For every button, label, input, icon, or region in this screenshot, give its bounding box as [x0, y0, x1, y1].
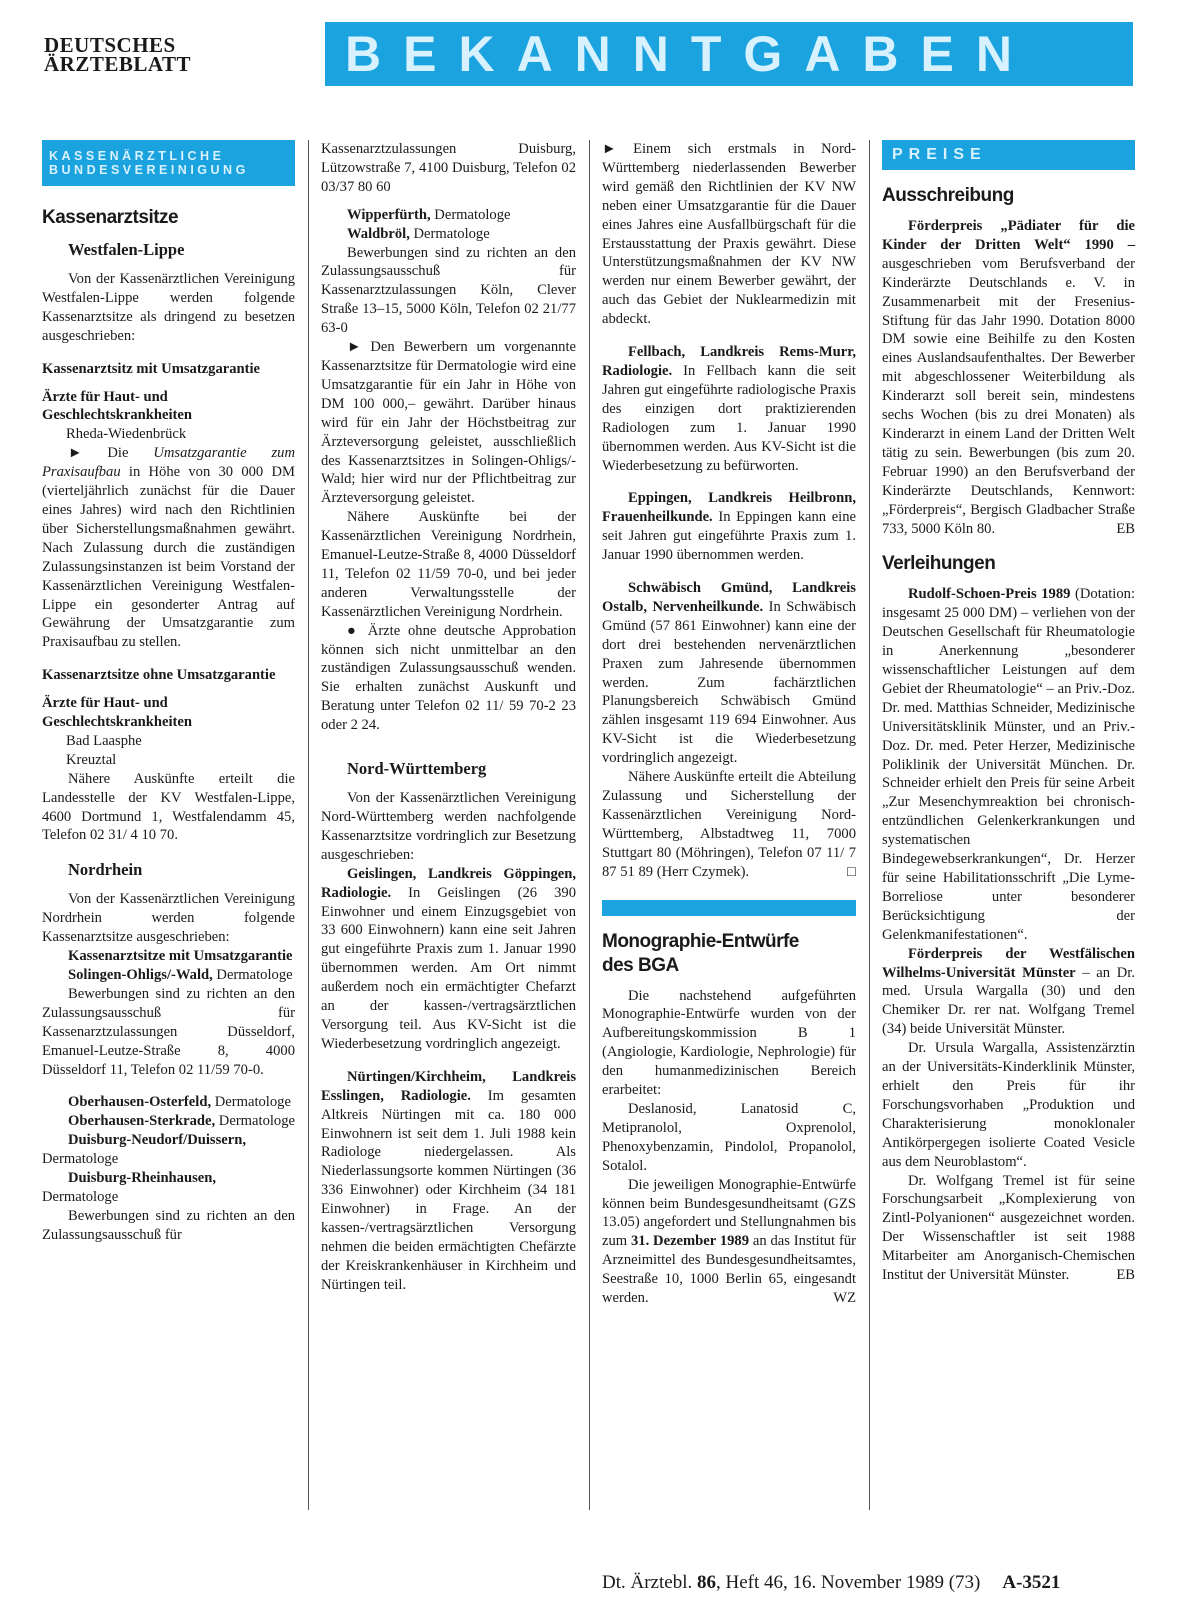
- section-banner: [325, 22, 1133, 86]
- paragraph: Geislingen, Landkreis Göppingen, Radiologie. In Geislingen (26 390 Einwohner und einem Einzugsgebiet von 33 600 Einwohnern) kann eine seit Jahren gut eingeführte Praxis zum 1. Januar 1990 übernommen werden. Am Ort nimmt außerdem noch ein ermächtigter Chefarzt an der kassen-/vertragsärztlichen Versorgung teil. Aus KV-Sicht ist die Wiederbesetzung vordringlich angezeigt.: [321, 865, 576, 1052]
- paragraph: Bewerbungen sind zu richten an den Zulassungsausschuß für Kassenarztzulassungen Köln, Clever Straße 13–15, 5000 Köln, Telefon 02 21/77 63-0: [321, 244, 576, 337]
- paragraph: Nähere Auskünfte erteilt die Landesstelle der KV Westfalen-Lippe, 4600 Dortmund 1, Westfalendamm 45, Telefon 02 31/ 4 10 70.: [42, 770, 295, 844]
- paragraph: Von der Kassenärztlichen Vereinigung Westfalen-Lippe werden folgende Kassenarztsitze als dringend zu besetzen ausgeschrieben:: [42, 271, 295, 344]
- signature: EB: [1116, 520, 1135, 537]
- column-3: [602, 140, 856, 1308]
- paragraph: Eppingen, Landkreis Heilbronn, Frauenheilkunde. In Eppingen kann eine seit Jahren gut eingeführte Praxis zum 1. Januar 1990 übernommen werden.: [602, 490, 856, 564]
- page-footer: Dt. Ärztebl. 86, Heft 46, 16. November 1989 (73) A-3521: [602, 1572, 1061, 1593]
- section-heading: Westfalen-Lippe: [68, 240, 185, 259]
- column-4: [882, 140, 1135, 1285]
- entry: Duisburg-Neudorf/Duissern, Dermatologe: [42, 1132, 246, 1168]
- kbv-section-box: KASSENÄRZTLICHE BUNDESVEREINIGUNG: [42, 140, 295, 186]
- article-title: Ausschreibung: [882, 185, 1014, 206]
- location: Bad Laasphe: [66, 732, 142, 749]
- entry: Solingen-Ohligs/-Wald, Dermatologe: [68, 967, 293, 983]
- location: Rheda-Wiedenbrück: [66, 426, 187, 443]
- column-divider: [308, 140, 309, 1510]
- paragraph: Bewerbungen sind zu richten an den Zulassungsausschuß für: [42, 1207, 295, 1243]
- paragraph: Von der Kassenärztlichen Vereinigung Nordrhein werden folgende Kassenarztsitze ausgeschrieben:: [42, 891, 295, 946]
- paragraph: Schwäbisch Gmünd, Landkreis Ostalb, Nervenheilkunde. In Schwäbisch Gmünd (57 861 Einwohner) kann eine der dort drei bestehenden nervenärztlichen Praxen zum Jahresende übernommen werden. Zum fachärztlichen Planungsbereich Schwäbisch Gmünd zählen insgesamt 119 694 Einwohner. Aus KV-Sicht ist die Wiederbesetzung vordringlich angezeigt.: [602, 580, 856, 767]
- paragraph: Bewerbungen sind zu richten an den Zulassungsausschuß für Kassenarztzulassungen Düsseldorf, Emanuel-Leutze-Straße 8, 4000 Düsseldorf 11, Telefon 02 11/59 70-0.: [42, 985, 295, 1078]
- subheading: Ärzte für Haut- und Geschlechtskrankheiten: [42, 388, 192, 424]
- paragraph: Nürtingen/Kirchheim, Landkreis Esslingen, Radiologie. Im gesamten Altkreis Nürtingen mit ca. 180 000 Einwohnern ist seit dem 1. Juli 1988 kein Radiologe niedergelassen. Als Niederlassungsorte kommen Nürtingen (36 336 Einwohner) oder Kirchheim (34 181 Einwohner) in Frage. An der kassen-/vertragsärztlichen Versorgung nehmen die beiden ermächtigten Chefärzte der Kreiskrankenhäuser in Kirchheim und Nürtingen teil.: [321, 1068, 576, 1293]
- paragraph: ● Ärzte ohne deutsche Approbation können sich nicht unmittelbar an den zuständigen Zulassungsausschuß wenden. Sie erhalten zunächst Auskunft und Beratung unter Telefon 02 11/ 59 70-2 23 oder 2 24.: [321, 622, 576, 734]
- paragraph: Förderpreis „Pädiater für die Kinder der Dritten Welt“ 1990 – ausgeschrieben vom Berufsverband der Kinderärzte Deutschlands e. V. in Zusammenarbeit mit der Fresenius-Stiftung für das Jahr 1990. Dotation 8000 DM sowie eine Beihilfe zu den Kosten eines Auslandsaufenthaltes. Der Bewerber mit abgeschlossener Weiterbildung als Kinderarzt soll bereit sein, mindestens sechs Wochen (bis zu drei Monaten) als Kinderarzt in einem Land der Dritten Welt tätig zu sein. Bewerbungen (bis zum 20. Februar 1990) an den Berufsverband der Kinderärzte Deutschlands, Kennwort: „Förderpreis“, Bergisch Gladbacher Straße 733, 5000 Köln 80. EB: [882, 218, 1135, 537]
- entry: Wipperfürth, Dermatologe: [347, 206, 511, 223]
- paragraph: Fellbach, Landkreis Rems-Murr, Radiologie. In Fellbach kann die seit Jahren gut eingeführte radiologische Praxis des einzigen dort praktizierenden Radiologen zum 1. Januar 1990 übernommen werden. Aus KV-Sicht ist die Wiederbesetzung zu befürworten.: [602, 344, 856, 474]
- paragraph: Deslanosid, Lanatosid C, Metipranolol, Oxprenolol, Phenoxybenzamin, Pindolol, Propanolol, Sotalol.: [602, 1100, 856, 1174]
- article-title: Kassenarztsitze: [42, 207, 179, 228]
- entry: Oberhausen-Osterfeld, Dermatologe: [68, 1094, 291, 1111]
- paragraph: Die nachstehend aufgeführten Monographie-Entwürfe wurden von der Aufbereitungskommission B 1 (Angiologie, Kardiologie, Nephrologie) für den humanmedizinischen Bereich erarbeitet:: [602, 987, 856, 1099]
- paragraph: Nähere Auskünfte bei der Kassenärztlichen Vereinigung Nordrhein, Emanuel-Leutze-Straße 8, 4000 Düsseldorf 11, Telefon 02 11/59 70-0, und bei jeder anderen Verwaltungsstelle der Kassenärztlichen Vereinigung Nordrhein.: [321, 509, 576, 620]
- signature: WZ: [833, 1290, 856, 1307]
- paragraph: Dr. Wolfgang Tremel ist für seine Forschungsarbeit „Komplexierung von Zintl-Polyanionen“ ausgezeichnet worden. Der Wissenschaftler ist seit 1988 Mitarbeiter am Anorganisch-Chemischen Institut der Universität Münster. EB: [882, 1172, 1135, 1284]
- section-heading: Nordrhein: [68, 860, 143, 880]
- entry: Oberhausen-Sterkrade, Dermatologe: [68, 1113, 295, 1130]
- paragraph: ► Die Umsatzgarantie zum Praxisaufbau in Höhe von 30 000 DM (vierteljährlich zunächst für die Dauer eines Jahres) wird nach den Richtlinien über Sicherstellungsmaßnahmen gewährt. Nach Zulassung durch die zuständigen Zulassungsinstanzen ist beim Vorstand der Kassenärztlichen Vereinigung Westfalen-Lippe ein gesonderter Antrag auf Gewährung der Umsatzgarantie zum Praxisaufbau zu stellen.: [42, 445, 296, 651]
- banner-title: BEKANNTGABEN: [345, 26, 1034, 82]
- divider-bar: [602, 900, 856, 916]
- article-title: Verleihungen: [882, 553, 996, 575]
- paragraph: Nähere Auskünfte erteilt die Abteilung Zulassung und Sicherstellung der Kassenärztlichen Vereinigung Nord-Württemberg, Albstadtweg 11, 7000 Stuttgart 80 (Möhringen), Telefon 07 11/ 7 87 51 89 (Herr Czymek). □: [602, 769, 856, 880]
- subheading: Kassenarztsitze ohne Umsatzgarantie: [42, 667, 276, 684]
- subheading: Kassenarztsitz mit Umsatzgarantie: [42, 360, 261, 377]
- section-heading: Nord-Württemberg: [347, 759, 487, 779]
- paragraph: Von der Kassenärztlichen Vereinigung Nord-Württemberg werden nachfolgende Kassenarztsitze vordringlich zur Besetzung ausgeschrieben:: [321, 790, 576, 863]
- signature: EB: [1116, 1267, 1135, 1284]
- article-title: Monographie-Entwürfe des BGA: [602, 930, 799, 976]
- entry: Waldbröl, Dermatologe: [347, 225, 490, 242]
- paragraph: Dr. Ursula Wargalla, Assistenzärztin an der Universitäts-Kinderklinik Münster, erhielt den Preis für ihr Forschungsvorhaben „Produktion und Charakterisierung monoklonaler Antikörpergegen isolierte Coated Vesicle aus dem Neuroblastom“.: [882, 1040, 1135, 1170]
- column-1: [42, 140, 295, 1245]
- page-number: A-3521: [1002, 1572, 1061, 1593]
- paragraph: Förderpreis der Westfälischen Wilhelms-Universität Münster – an Dr. med. Ursula Wargalla (30) und den Chemiker Dr. rer nat. Wolfgang Tremel (34) beide Universität Münster.: [882, 945, 1135, 1038]
- column-2: [321, 140, 576, 1295]
- paragraph: ► Den Bewerbern um vorgenannte Kassenarztsitze für Dermatologie wird eine Umsatzgarantie für ein Jahr in Höhe von DM 100 000,– gewährt. Darüber hinaus wird für ein Jahr der Höchstbeitrag zur Ärzteversorgung geleistet, ausschließlich des Kassenarztsitzes in Solingen-Ohligs/-Wald; hier wird nur der Pflichtbeitrag zur Ärzteversorgung geleistet.: [321, 339, 576, 507]
- entry: Duisburg-Rheinhausen, Dermatologe: [42, 1170, 217, 1205]
- column-divider: [589, 140, 590, 1510]
- paragraph: Kassenarztzulassungen Duisburg, Lützowstraße 7, 4100 Duisburg, Telefon 02 03/37 80 60: [321, 141, 576, 195]
- end-mark: □: [847, 863, 856, 880]
- paragraph: Rudolf-Schoen-Preis 1989 (Dotation: insgesamt 25 000 DM) – verliehen von der Deutschen Gesellschaft für Rheumatologie in Anerkennung „besonderer wissenschaftlicher Leistungen auf dem Gebiet der Rheumatologie“ – an Priv.-Doz. Dr. med. Matthias Schneider, Medizinische Universitätsklinik Münster, und an Priv.-Doz. Dr. med. Peter Herzer, Medizinische Poliklinik der Universität München. Dr. Schneider erhielt den Preis für seine Arbeit „Zur Mesenchymreaktion bei chronisch-entzündlichen Gelenkerkrankungen und systematischen Bindegewebserkrankungen“, Dr. Herzer für seine Habilitationsschrift „Die Lyme-Borreliose unter besonderer Berücksichtigung der Gelenkmanifestationen“.: [882, 586, 1135, 943]
- subheading: Ärzte für Haut- und Geschlechtskrankheiten: [42, 695, 192, 731]
- subheading: Kassenarztsitze mit Umsatzgarantie: [68, 948, 293, 965]
- location: Kreuztal: [66, 751, 117, 768]
- preise-section-box: PREISE: [882, 140, 1135, 170]
- column-divider: [869, 140, 870, 1510]
- masthead-logo: DEUTSCHES ÄRZTEBLATT: [44, 33, 191, 76]
- paragraph: Die jeweiligen Monographie-Entwürfe können beim Bundesgesundheitsamt (GZS 13.05) angefordert und Stellungnahmen bis zum 31. Dezember 1989 an das Institut für Arzneimittel des Bundesgesundheitsamtes, Seestraße 10, 1000 Berlin 65, eingesandt werden. WZ: [602, 1176, 856, 1307]
- paragraph: ► Einem sich erstmals in Nord-Württemberg niederlassenden Bewerber wird gemäß den Richtlinien der KV NW neben einer Umsatzgarantie für die Dauer eines Jahres eine Ausfallbürgschaft für die Erstausstattung der Praxis gewährt. Diese Unterstützungsmaßnahmen der KV NW werden nur einem Bewerber gewährt, der auch das Gebiet der Nuklearmedizin mit abdeckt.: [602, 141, 856, 328]
